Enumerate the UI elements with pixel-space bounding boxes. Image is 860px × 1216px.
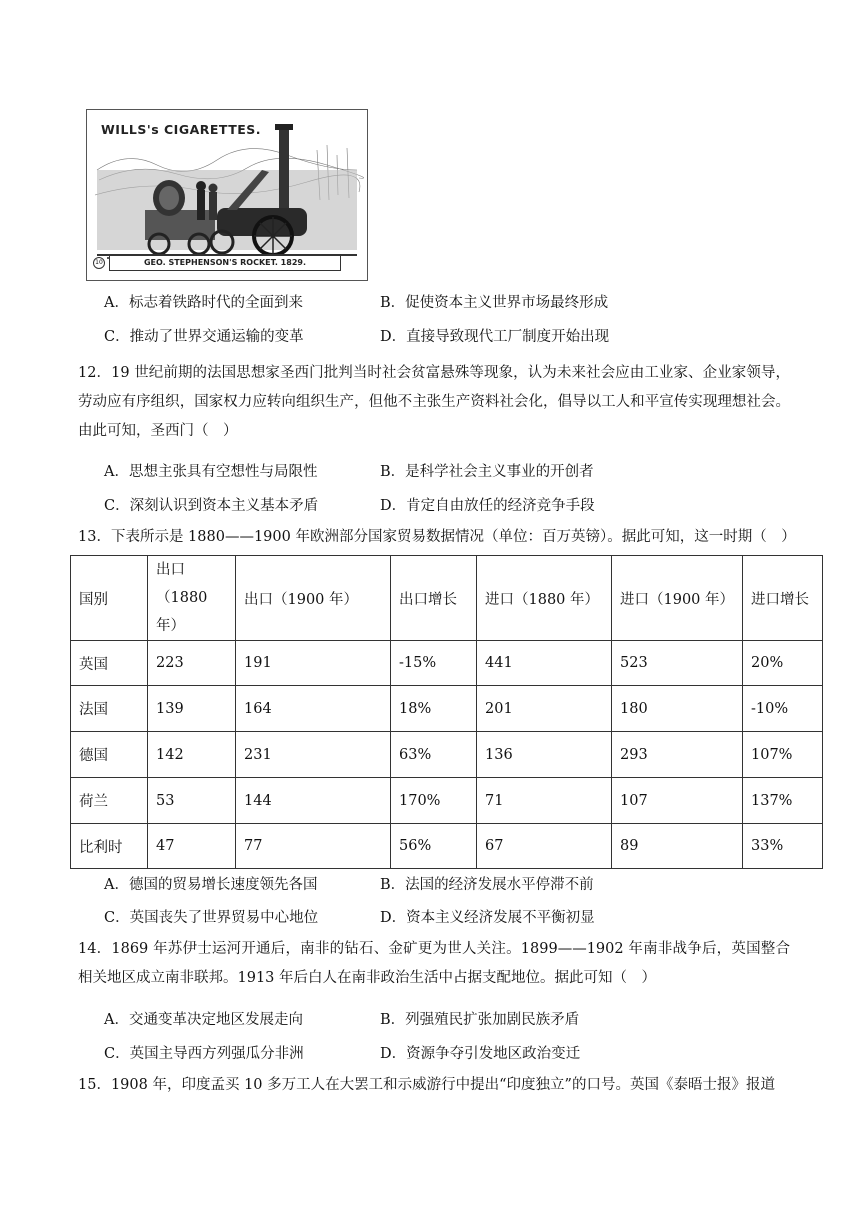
q11-option-d[interactable]: D．直接导致现代工厂制度开始出现 [380,329,610,345]
table-cell: 89 [612,824,743,869]
q13-option-d[interactable]: D．资本主义经济发展不平衡初显 [380,910,595,926]
q11-option-c[interactable]: C．推动了世界交通运输的变革 [104,329,304,345]
q12-option-d[interactable]: D．肯定自由放任的经济竞争手段 [380,498,595,514]
card-number-badge: 10 [93,257,105,269]
table-cell: 139 [148,686,236,732]
q14-option-c[interactable]: C．英国主导西方列强瓜分非洲 [104,1046,304,1062]
table-cell: 德国 [71,732,148,778]
header-cell: 进口（1900 年） [612,556,743,641]
table-cell: 223 [148,641,236,686]
table-cell: 56% [391,824,477,869]
q14-option-d[interactable]: D．资源争夺引发地区政治变迁 [380,1046,581,1062]
table-cell: 191 [236,641,391,686]
table-cell: 231 [236,732,391,778]
table-cell: 164 [236,686,391,732]
table-cell: 英国 [71,641,148,686]
table-cell: 107 [612,778,743,824]
table-header-row [71,556,823,641]
table-cell: 71 [477,778,612,824]
table-cell: 137% [743,778,823,824]
header-cell: 出口（1900 年） [236,556,391,641]
table-row [71,732,823,778]
table-cell: 47 [148,824,236,869]
table-cell: -10% [743,686,823,732]
card-caption: GEO. STEPHENSON'S ROCKET. 1829. [109,255,341,271]
table-cell: 441 [477,641,612,686]
table-cell: 20% [743,641,823,686]
header-cell: 进口（1880 年） [477,556,612,641]
q11-option-a[interactable]: A．标志着铁路时代的全面到来 [104,295,303,311]
table-cell: 180 [612,686,743,732]
table-cell: 33% [743,824,823,869]
table-cell: 53 [148,778,236,824]
table-cell: 144 [236,778,391,824]
q12-stem: 12．19 世纪前期的法国思想家圣西门批判当时社会贫富悬殊等现象，认为未来社会应由工业家、企业家领导，劳动应有序组织，国家权力应转向组织生产，但他不主张生产资料社会化，倡导以工人和平宣传实现理想社会。由此可知，圣西门（ ） [78,365,790,439]
q14-option-a[interactable]: A．交通变革决定地区发展走向 [104,1012,303,1028]
q12-option-b[interactable]: B．是科学社会主义事业的开创者 [380,464,594,480]
table-cell: -15% [391,641,477,686]
table-cell: 136 [477,732,612,778]
q12-option-c[interactable]: C．深刻认识到资本主义基本矛盾 [104,498,319,514]
table-row [71,824,823,869]
header-cell: 出口增长 [391,556,477,641]
table-cell: 法国 [71,686,148,732]
card-brand-text: WILLS's CIGARETTES. [101,122,262,137]
table-row [71,778,823,824]
q13-option-c[interactable]: C．英国丧失了世界贸易中心地位 [104,910,319,926]
table-row [71,641,823,686]
q14-stem: 14．1869 年苏伊士运河开通后，南非的钻石、金矿更为世人关注。1899——1902 年南非战争后，英国整合相关地区成立南非联邦。1913 年后白人在南非政治生活中占据支配地位。据此可知（ ） [78,941,790,986]
table-cell: 523 [612,641,743,686]
table-row [71,686,823,732]
q13-option-b[interactable]: B．法国的经济发展水平停滞不前 [380,877,594,893]
header-cell: 出口（1880 年） [148,556,236,641]
q11-option-b[interactable]: B．促使资本主义世界市场最终形成 [380,295,609,311]
q13-stem: 13．下表所示是 1880——1900 年欧洲部分国家贸易数据情况（单位：百万英镑）。据此可知，这一时期（ ） [78,529,796,545]
table-cell: 63% [391,732,477,778]
table-cell: 18% [391,686,477,732]
table-cell: 77 [236,824,391,869]
trade-data-table [70,555,823,869]
header-cell: 国别 [71,556,148,641]
table-cell: 201 [477,686,612,732]
q15-stem: 15．1908 年，印度孟买 10 多万工人在大罢工和示威游行中提出“印度独立”的口号。英国《泰晤士报》报道 [78,1077,775,1093]
q14-option-b[interactable]: B．列强殖民扩张加剧民族矛盾 [380,1012,580,1028]
header-cell: 进口增长 [743,556,823,641]
rocket-locomotive-card-image [86,109,368,281]
table-cell: 142 [148,732,236,778]
q12-option-a[interactable]: A．思想主张具有空想性与局限性 [104,464,318,480]
table-cell: 293 [612,732,743,778]
q13-option-a[interactable]: A．德国的贸易增长速度领先各国 [104,877,318,893]
table-cell: 170% [391,778,477,824]
table-cell: 67 [477,824,612,869]
table-cell: 荷兰 [71,778,148,824]
table-cell: 比利时 [71,824,148,869]
table-cell: 107% [743,732,823,778]
